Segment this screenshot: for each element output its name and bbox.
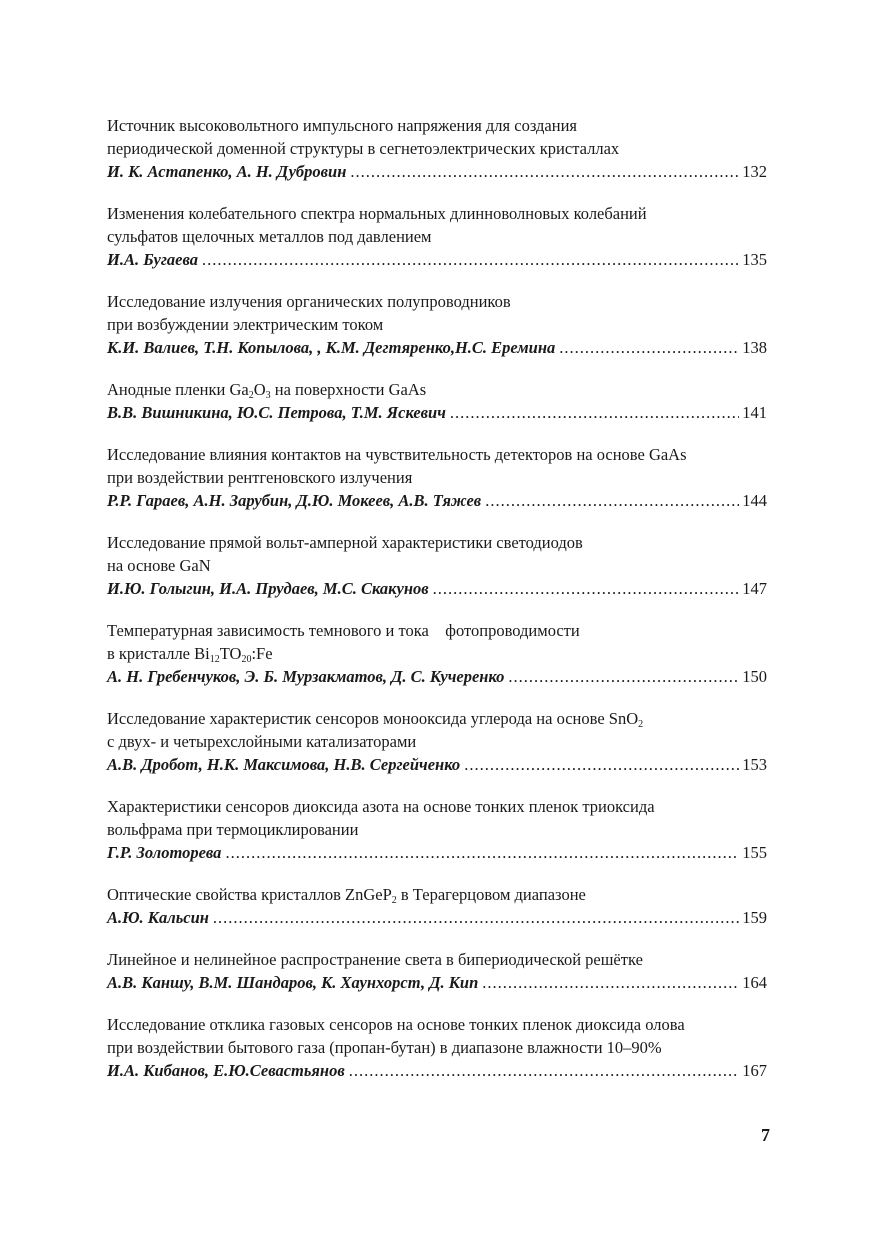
entry-authors: А.В. Дробот, Н.К. Максимова, Н.В. Сергейченко [107, 755, 461, 774]
entry-title-line: Линейное и нелинейное распространение света в бипериодической решётке [107, 950, 643, 969]
entry-title-line: Исследование отклика газовых сенсоров на основе тонких пленок диоксида олова [107, 1015, 685, 1034]
entry-title-line: Исследование прямой вольт-амперной характеристики светодиодов [107, 533, 583, 552]
entry-authors: И. К. Астапенко, А. Н. Дубровин [107, 162, 347, 181]
entry-author-line [107, 248, 767, 271]
entry-title-line: Температурная зависимость темнового и тока фотопроводимости [107, 621, 580, 640]
toc-entry[interactable] [107, 202, 767, 271]
dot-leader [433, 577, 740, 600]
entry-authors: А.Ю. Кальсин [107, 908, 209, 927]
entry-page: 135 [742, 250, 767, 269]
entry-authors: И.А. Кибанов, Е.Ю.Севастьянов [107, 1061, 345, 1080]
entry-title-line: периодической доменной структуры в сегнетоэлектрических кристаллах [107, 139, 620, 158]
entry-authors: К.И. Валиев, Т.Н. Копылова, , К.М. Дегтяренко,Н.С. Еремина [107, 338, 556, 357]
entry-author-line [107, 401, 767, 424]
entry-page: 147 [742, 579, 767, 598]
toc-entry[interactable] [107, 619, 767, 688]
entry-author-line [107, 841, 767, 864]
entry-title-line: вольфрама при термоциклировании [107, 820, 359, 839]
entry-title-line: Источник высоковольтного импульсного напряжения для создания [107, 116, 578, 135]
entry-authors: И.А. Бугаева [107, 250, 198, 269]
entry-page: 144 [742, 491, 767, 510]
dot-leader [450, 401, 739, 424]
entry-title-line: сульфатов щелочных металлов под давлением [107, 227, 432, 246]
dot-leader [213, 906, 739, 929]
dot-leader [485, 489, 739, 512]
entry-authors: Р.Р. Гараев, А.Н. Зарубин, Д.Ю. Мокеев, А.В. Тяжев [107, 491, 482, 510]
toc-entry[interactable] [107, 707, 767, 776]
entry-title-line: Анодные пленки $Ga_2O_3$ на поверхности GaAs [107, 380, 427, 401]
dot-leader [350, 160, 739, 183]
toc-entry[interactable] [107, 883, 767, 929]
entry-page: 153 [742, 755, 767, 774]
dot-leader [482, 971, 739, 994]
entry-authors: А. Н. Гребенчуков, Э. Б. Мурзакматов, Д. С. Кучеренко [107, 667, 505, 686]
entry-title-line: при возбуждении электрическим током [107, 315, 384, 334]
entry-author-line [107, 160, 767, 183]
entry-page: 155 [742, 843, 767, 862]
entry-page: 141 [742, 403, 767, 422]
entry-author-line [107, 577, 767, 600]
entry-authors: В.В. Вишникина, Ю.С. Петрова, Т.М. Яскевич [107, 403, 446, 422]
entry-authors: Г.Р. Золоторева [107, 843, 222, 862]
toc-entry[interactable] [107, 114, 767, 183]
toc-entry[interactable] [107, 378, 767, 424]
dot-leader [508, 665, 739, 688]
toc-entry[interactable] [107, 948, 767, 994]
entry-page: 132 [742, 162, 767, 181]
entry-author-line [107, 753, 767, 776]
dot-leader [225, 841, 739, 864]
entry-title-line: Исследование влияния контактов на чувствительность детекторов на основе GaAs [107, 445, 687, 464]
entry-author-line [107, 489, 767, 512]
entry-authors: А.В. Каншу, В.М. Шандаров, К. Хаунхорст, Д. Кип [107, 973, 479, 992]
page-number: 7 [761, 1125, 770, 1145]
entry-author-line [107, 336, 767, 359]
entry-title-line: при воздействии рентгеновского излучения [107, 468, 413, 487]
toc-entry[interactable] [107, 443, 767, 512]
entry-title-line: Исследование характеристик сенсоров монооксида углерода на основе SnO$_2$ [107, 709, 644, 730]
table-of-contents [107, 114, 767, 1082]
entry-page: 164 [742, 973, 767, 992]
entry-title-line: на основе GaN [107, 556, 211, 575]
toc-entry[interactable] [107, 1013, 767, 1082]
dot-leader [464, 753, 739, 776]
toc-entry[interactable] [107, 795, 767, 864]
entry-author-line [107, 971, 767, 994]
entry-title-line: в кристалле $Bi_{12}TO_{20}:Fe$ [107, 644, 273, 665]
entry-author-line [107, 665, 767, 688]
toc-entry[interactable] [107, 290, 767, 359]
entry-page: 159 [742, 908, 767, 927]
dot-leader [349, 1059, 740, 1082]
entry-title-line: Изменения колебательного спектра нормальных длинноволновых колебаний [107, 204, 647, 223]
entry-title-line: Характеристики сенсоров диоксида азота на основе тонких пленок триоксида [107, 797, 655, 816]
entry-page: 150 [742, 667, 767, 686]
dot-leader [202, 248, 739, 271]
dot-leader [559, 336, 739, 359]
entry-author-line [107, 1059, 767, 1082]
entry-title-line: с двух- и четырехслойными катализаторами [107, 732, 417, 751]
entry-authors: И.Ю. Голыгин, И.А. Прудаев, М.С. Скакунов [107, 579, 429, 598]
entry-title-line: Оптические свойства кристаллов ZnGeP$_2$ в Терагерцовом диапазоне [107, 885, 586, 906]
toc-entry[interactable] [107, 531, 767, 600]
entry-page: 167 [742, 1061, 767, 1080]
entry-page: 138 [742, 338, 767, 357]
entry-title-line: при воздействии бытового газа (пропан-бутан) в диапазоне влажности 10–90% [107, 1038, 662, 1057]
entry-author-line [107, 906, 767, 929]
entry-title-line: Исследование излучения органических полупроводников [107, 292, 511, 311]
